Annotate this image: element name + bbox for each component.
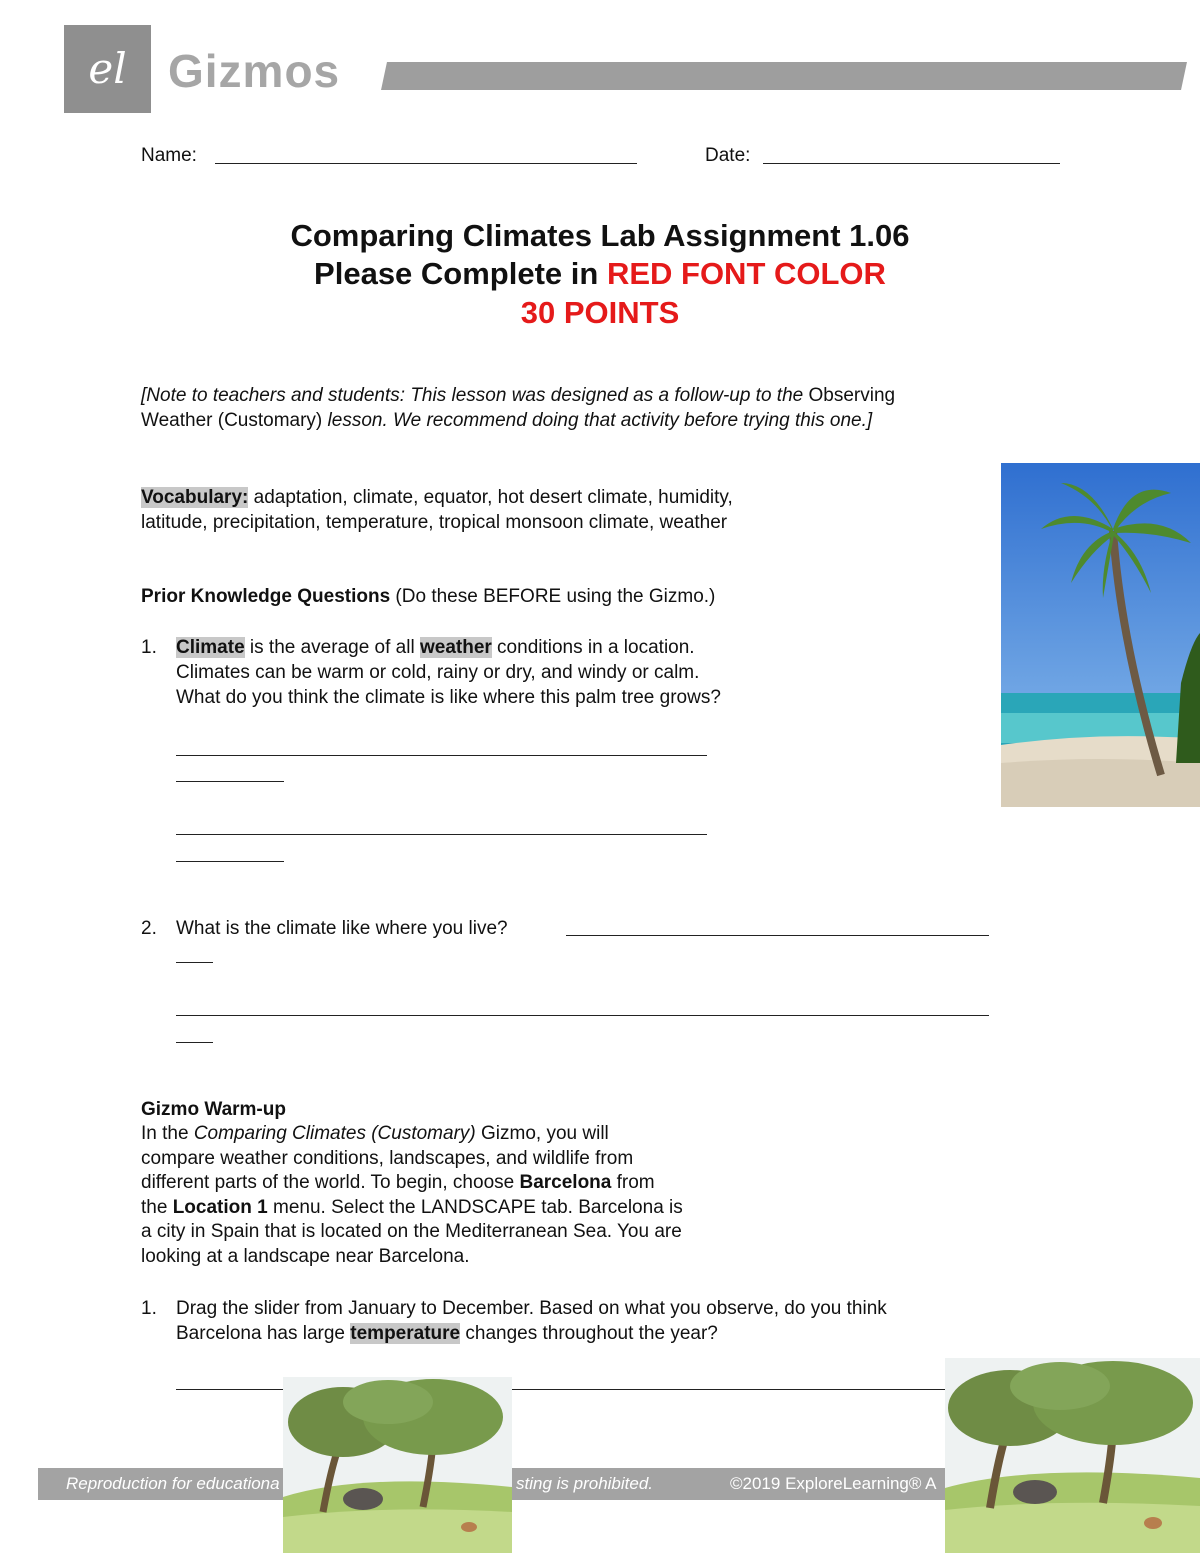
answer-line[interactable] <box>176 1015 989 1016</box>
points-label: 30 POINTS <box>520 295 680 330</box>
q1-line-3: What do you think the climate is like where this palm tree grows? <box>176 687 721 708</box>
title-instruction <box>0 255 1200 293</box>
answer-line[interactable] <box>176 834 707 835</box>
term-climate: Climate <box>176 637 245 658</box>
question-number: 2. <box>141 918 157 939</box>
vocabulary-list-2: latitude, precipitation, temperature, tropical monsoon climate, weather <box>141 512 728 533</box>
answer-line[interactable] <box>176 861 284 862</box>
footer-copyright-notice: Reproduction for educationa <box>66 1474 280 1493</box>
warmup-text: In the <box>141 1123 194 1144</box>
vocabulary-label: Vocabulary: <box>141 487 249 508</box>
question-number: 1. <box>141 637 157 658</box>
brand-name: Gizmos <box>168 45 341 97</box>
palm-tree-image <box>1001 463 1200 807</box>
question-number: 1. <box>141 1298 157 1319</box>
gizmo-name: Comparing Climates (Customary) <box>193 1123 476 1144</box>
warmup-question-1 <box>176 1296 1006 1346</box>
vocabulary <box>141 485 841 535</box>
answer-line[interactable] <box>176 755 707 756</box>
explorelearning-logo-icon: el <box>88 44 127 93</box>
note-lesson-name-1: Observing <box>808 385 896 406</box>
barcelona-landscape-image-december <box>945 1358 1200 1553</box>
page-title: Comparing Climates Lab Assignment 1.06 <box>290 218 910 253</box>
wq1-line-1: Drag the slider from January to December. Based on what you observe, do you think <box>176 1298 887 1319</box>
term-weather: weather <box>419 637 492 658</box>
footer-prohibited-notice: sting is prohibited. <box>516 1474 654 1493</box>
answer-line[interactable] <box>566 935 989 936</box>
title-instruction-prefix: Please Complete in <box>314 256 607 291</box>
warmup-text: a city in Spain that is located on the Mediterranean Sea. You are <box>141 1221 682 1243</box>
note-text-1: [Note to teachers and students: This lesson was designed as a follow-up to the <box>141 385 809 406</box>
teacher-note <box>141 383 1001 433</box>
answer-line[interactable] <box>176 1042 213 1043</box>
answer-line[interactable] <box>176 781 284 782</box>
location-1-menu: Location 1 <box>172 1196 268 1218</box>
location-barcelona: Barcelona <box>519 1172 612 1194</box>
footer-copyright: ©2019 ExploreLearning® A <box>730 1474 937 1493</box>
wq1-line-2a: Barcelona has large <box>176 1323 351 1344</box>
barcelona-landscape-image-january <box>283 1377 512 1553</box>
warmup-text: menu. Select the LANDSCAPE tab. Barcelona is <box>267 1196 683 1218</box>
warmup-text: compare weather conditions, landscapes, and wildlife from <box>141 1147 634 1169</box>
date-field[interactable] <box>763 163 1060 164</box>
date-label: Date: <box>705 145 751 166</box>
warmup-heading: Gizmo Warm-up <box>141 1099 286 1120</box>
wq1-line-2c: changes throughout the year? <box>460 1323 718 1344</box>
answer-line[interactable] <box>176 962 213 963</box>
warmup-text: different parts of the world. To begin, choose <box>141 1172 520 1194</box>
name-field[interactable] <box>215 163 637 164</box>
warmup-text: the <box>141 1196 173 1218</box>
warmup-text: looking at a landscape near Barcelona. <box>141 1245 470 1267</box>
prior-knowledge-heading <box>141 584 715 609</box>
warmup-text: Gizmo, you will <box>475 1123 609 1144</box>
vocabulary-list-1: adaptation, climate, equator, hot desert climate, humidity, <box>248 487 733 508</box>
note-text-2: lesson. We recommend doing that activity before trying this one.] <box>322 410 873 431</box>
warmup-text: from <box>611 1172 655 1194</box>
prior-question-1 <box>176 635 816 710</box>
prior-question-2: What is the climate like where you live? <box>176 918 508 939</box>
term-temperature: temperature <box>350 1323 461 1344</box>
name-label: Name: <box>141 145 197 166</box>
title-instruction-red: RED FONT COLOR <box>606 256 886 291</box>
q1-text-2: conditions in a location. <box>491 637 695 658</box>
q1-line-2: Climates can be warm or cold, rainy or dry, and windy or calm. <box>176 662 700 683</box>
prior-heading-note: (Do these BEFORE using the Gizmo.) <box>390 586 716 607</box>
prior-heading-bold: Prior Knowledge Questions <box>141 586 391 607</box>
note-lesson-name-2: Weather (Customary) <box>141 410 323 431</box>
header-banner-bar <box>381 62 1187 90</box>
warmup-paragraph <box>141 1122 781 1270</box>
q1-text-1: is the average of all <box>244 637 420 658</box>
